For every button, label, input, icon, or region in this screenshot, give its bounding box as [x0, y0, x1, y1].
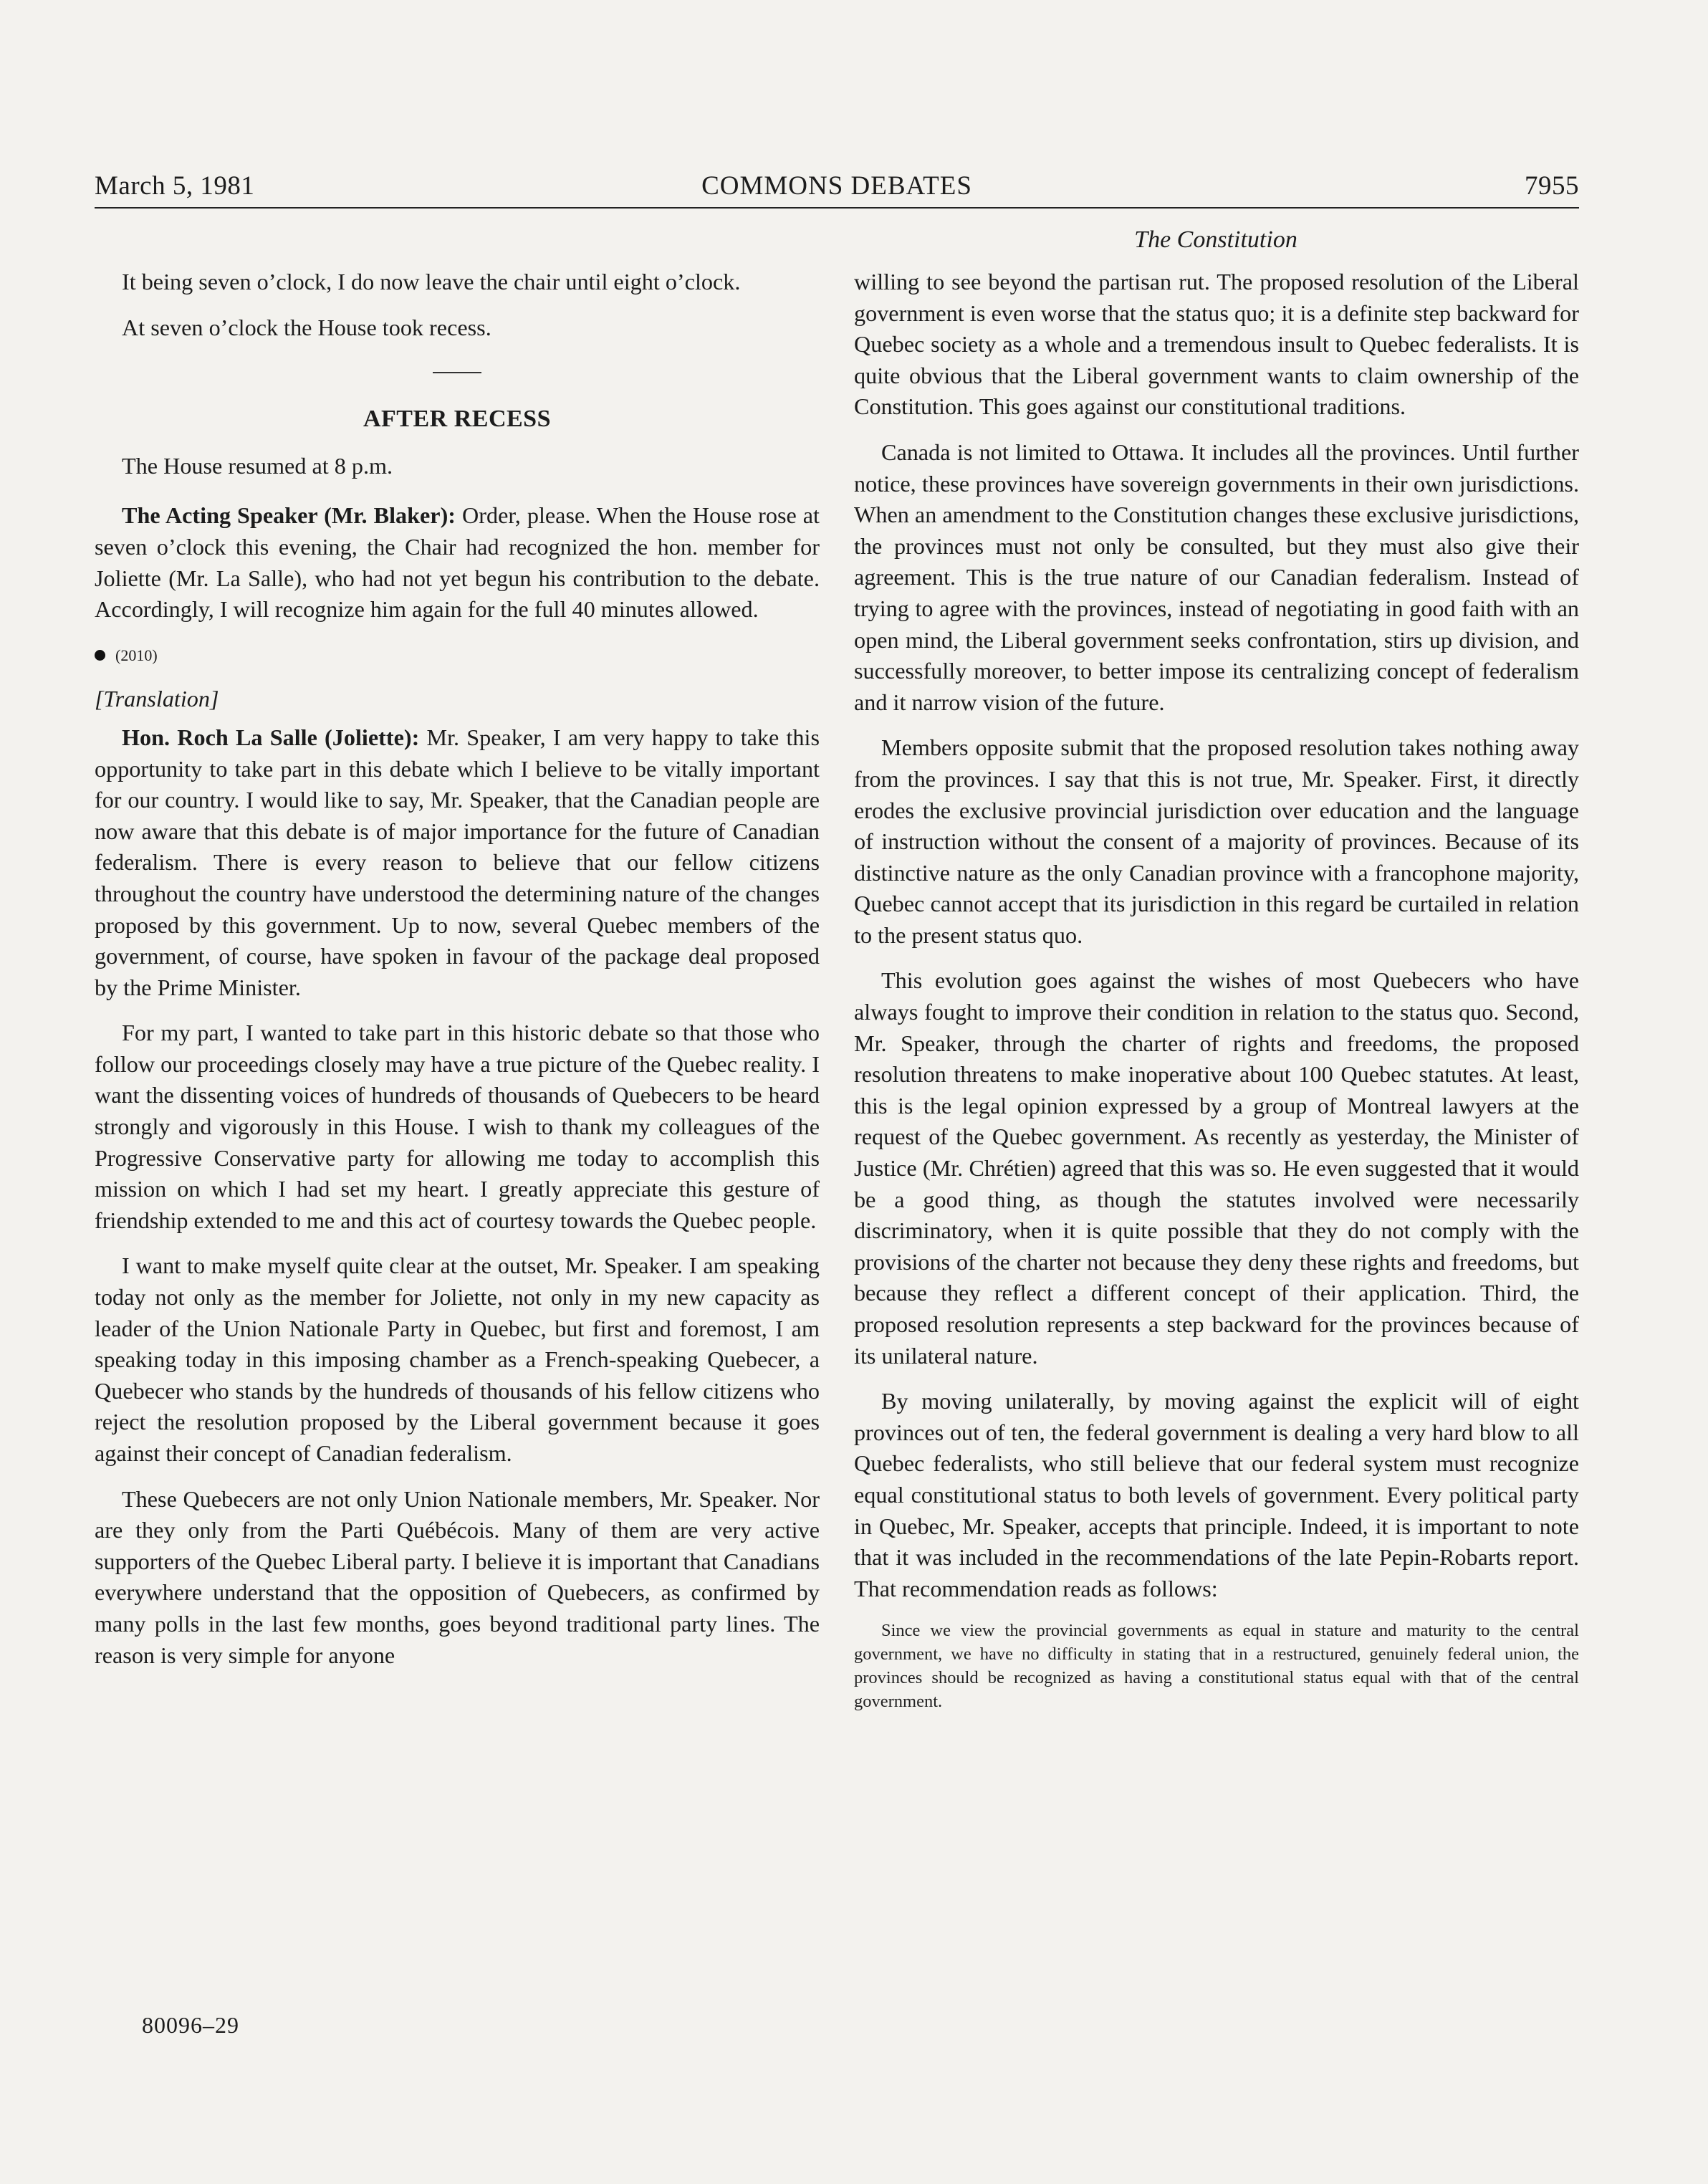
paragraph — [95, 500, 820, 625]
paragraph: By moving unilaterally, by moving against the explicit will of eight provinces out of ten, the federal government is dealing a very hard blow to all Quebec federalists, who still believe that our federal system must recognize equal constitutional status to both levels of government. Every political party in Quebec, Mr. Speaker, accepts that principle. Indeed, it is important to note that it was included in the recommendations of the late Pepin-Robarts report. That recommendation reads as follows: — [854, 1388, 1579, 1601]
header-page-number: 7955 — [1525, 171, 1579, 201]
paragraph: The House resumed at 8 p.m. — [122, 452, 393, 479]
header-rule — [95, 207, 1579, 209]
section-heading: AFTER RECESS — [363, 406, 551, 433]
paragraph — [95, 722, 820, 1003]
paragraph: Members opposite submit that the proposed resolution takes nothing away from the provinces. I say that this is not true, Mr. Speaker. First, it directly erodes the exclusive provincial jurisdiction over education and the language of instruction without the consent of a majority of provinces. Because of its distinctive nature as the only Canadian province with a francophone majority, Quebec cannot accept that its jurisdiction in this regard be curtailed in relation to the present status quo. — [854, 734, 1579, 948]
left-column — [95, 267, 820, 1685]
speech-text: Mr. Speaker, I am very happy to take this opportunity to take part in this debate which I believe to be vitally important for our country. I would like to say, Mr. Speaker, that the Canadian people are now aware that this debate is of major importance for the future of Canadian federalism. There is every reason to believe that our fellow citizens throughout the country have understood the determining nature of the changes proposed by this government. Up to now, several Quebec members of the government, of course, have spoken in favour of the package deal proposed by the Prime Minister. — [95, 724, 820, 1000]
header-publication: COMMONS DEBATES — [701, 171, 972, 201]
right-column — [854, 267, 1579, 1713]
paragraph: I want to make myself quite clear at the outset, Mr. Speaker. I am speaking today not only as the member for Joliette, not only in my new capacity as leader of the Union Nationale Party in Quebec, but first and foremost, I am speaking today in this imposing chamber as a French-speaking Quebecer, a Quebecer who stands by the hundreds of thousands of his fellow citizens who reject the resolution proposed by the Liberal government because it goes against their concept of Canadian federalism. — [95, 1253, 820, 1466]
paragraph: For my part, I wanted to take part in this historic debate so that those who follow our proceedings closely may have a true picture of the Quebec reality. I want the dissenting voices of hundreds of thousands of Quebecers to be heard strongly and vigorously in this House. I wish to thank my colleagues of the Progressive Conservative party for allowing me today to accomplish this mission on which I had set my heart. I greatly appreciate this gesture of friendship extended to me and this act of courtesy towards the Quebec people. — [95, 1020, 820, 1233]
speaker-name: The Acting Speaker (Mr. Blaker): — [122, 502, 456, 529]
footer-code: 80096–29 — [142, 2012, 239, 2038]
block-quote: Since we view the provincial governments as equal in stature and maturity to the central government, we have no difficulty in stating that in a restructured, genuinely federal union, the provinces should be recognized as having a constitutional status equal with that of the central government. — [854, 1621, 1579, 1712]
paragraph: willing to see beyond the partisan rut. The proposed resolution of the Liberal government is even worse that the status quo; it is a definite step backward for Quebec society as a whole and a tremendous insult to Quebec federalists. It is quite obvious that the Liberal government wants to claim ownership of the Constitution. This goes against our constitutional traditions. — [854, 269, 1579, 420]
speech-text: Order, please. When the House rose at seven o’clock this evening, the Chair had recognized the hon. member for Joliette (Mr. La Salle), who had not yet begun his contribution to the debate. Accordingly, I will recognize him again for the full 40 minutes allowed. — [95, 502, 820, 623]
speaker-name: Hon. Roch La Salle (Joliette): — [122, 724, 420, 750]
time-marker — [95, 640, 820, 671]
translation-note: [Translation] — [95, 686, 219, 712]
paragraph: It being seven o’clock, I do now leave the chair until eight o’clock. — [122, 269, 741, 294]
section-divider — [433, 372, 481, 373]
paragraph: At seven o’clock the House took recess. — [122, 314, 491, 340]
paragraph: This evolution goes against the wishes of most Quebecers who have always fought to improve their condition in relation to the status quo. Second, Mr. Speaker, through the charter of rights and freedoms, the proposed resolution threatens to make inoperative about 100 Quebec statutes. At least, this is the legal opinion expressed by a group of Montreal lawyers at the request of the Quebec government. As recently as yesterday, the Minister of Justice (Mr. Chrétien) agreed that this was so. He even suggested that it would be a good thing, as though the statutes involved were necessarily discriminatory, when it is quite possible that they do not comply with the provisions of the charter not because they deny these rights and freedoms, but because they reflect a different concept of their application. Third, the proposed resolution represents a step backward for the provinces because of its unilateral nature. — [854, 967, 1579, 1369]
time-marker-label: (2010) — [115, 646, 158, 664]
page-header — [95, 171, 1579, 206]
bullet-icon — [95, 650, 105, 661]
paragraph: Canada is not limited to Ottawa. It includes all the provinces. Until further notice, these provinces have sovereign governments in their own jurisdictions. When an amendment to the Constitution changes these exclusive jurisdictions, the provinces must not only be consulted, but they must also give their agreement. This is the true nature of our Canadian federalism. Instead of trying to agree with the provinces, instead of negotiating in good faith with an open mind, the Liberal government seeks confrontation, stirs up division, and successfully moreover, to better impose its centralizing concept of federalism and it narrow vision of the future. — [854, 439, 1579, 715]
header-date: March 5, 1981 — [95, 171, 255, 201]
running-title: The Constitution — [1134, 226, 1297, 253]
paragraph: These Quebecers are not only Union Nationale members, Mr. Speaker. Nor are they only from the Parti Québécois. Many of them are very active supporters of the Quebec Liberal party. I believe it is important that Canadians everywhere understand that the opposition of Quebecers, as confirmed by many polls in the last few months, goes beyond traditional party lines. The reason is very simple for anyone — [95, 1485, 820, 1668]
